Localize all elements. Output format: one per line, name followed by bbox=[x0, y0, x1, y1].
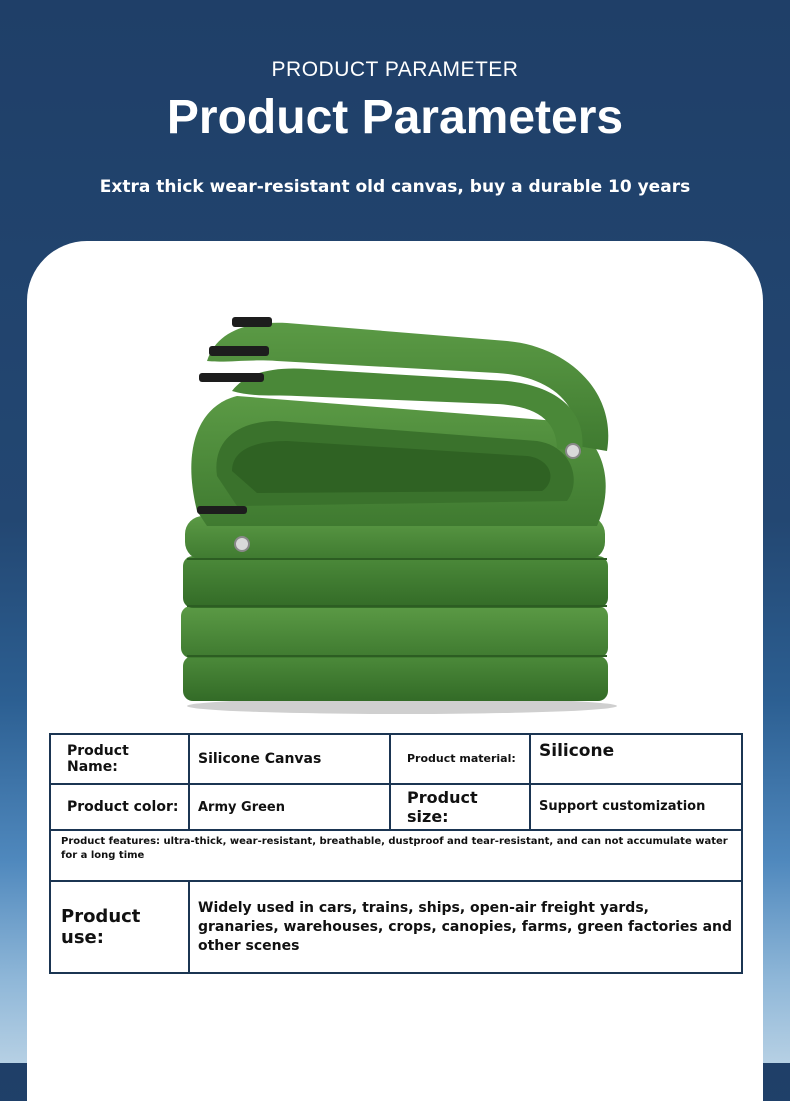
parameter-table bbox=[49, 733, 743, 974]
page-title: Product Parameters bbox=[166, 91, 624, 144]
page-subtitle: Extra thick wear-resistant old canvas, buy a durable 10 years bbox=[99, 177, 691, 197]
table-row bbox=[50, 830, 742, 881]
parameter-card bbox=[27, 241, 763, 1101]
product-color-value: Army Green bbox=[189, 784, 390, 830]
table-row bbox=[50, 881, 742, 973]
product-size-value: Support customization bbox=[530, 784, 742, 830]
product-color-label: Product color: bbox=[50, 784, 189, 830]
section-kicker: PRODUCT PARAMETER bbox=[271, 58, 519, 81]
product-use-value: Widely used in cars, trains, ships, open-air freight yards, granaries, warehouses, crops, canopies, farms, green factories and other scenes bbox=[189, 881, 742, 973]
product-features: Product features: ultra-thick, wear-resistant, breathable, dustproof and tear-resistant, and can not accumulate water for a long time bbox=[50, 830, 742, 881]
product-name-value: Silicone Canvas bbox=[189, 734, 390, 784]
product-material-label: Product material: bbox=[390, 734, 530, 784]
product-size-label: Product size: bbox=[390, 784, 530, 830]
folded-tarp-image bbox=[177, 301, 627, 721]
product-name-label: Product Name: bbox=[50, 734, 189, 784]
table-row bbox=[50, 784, 742, 830]
product-use-label: Product use: bbox=[50, 881, 189, 973]
table-row bbox=[50, 734, 742, 784]
product-material-value: Silicone bbox=[530, 734, 742, 784]
